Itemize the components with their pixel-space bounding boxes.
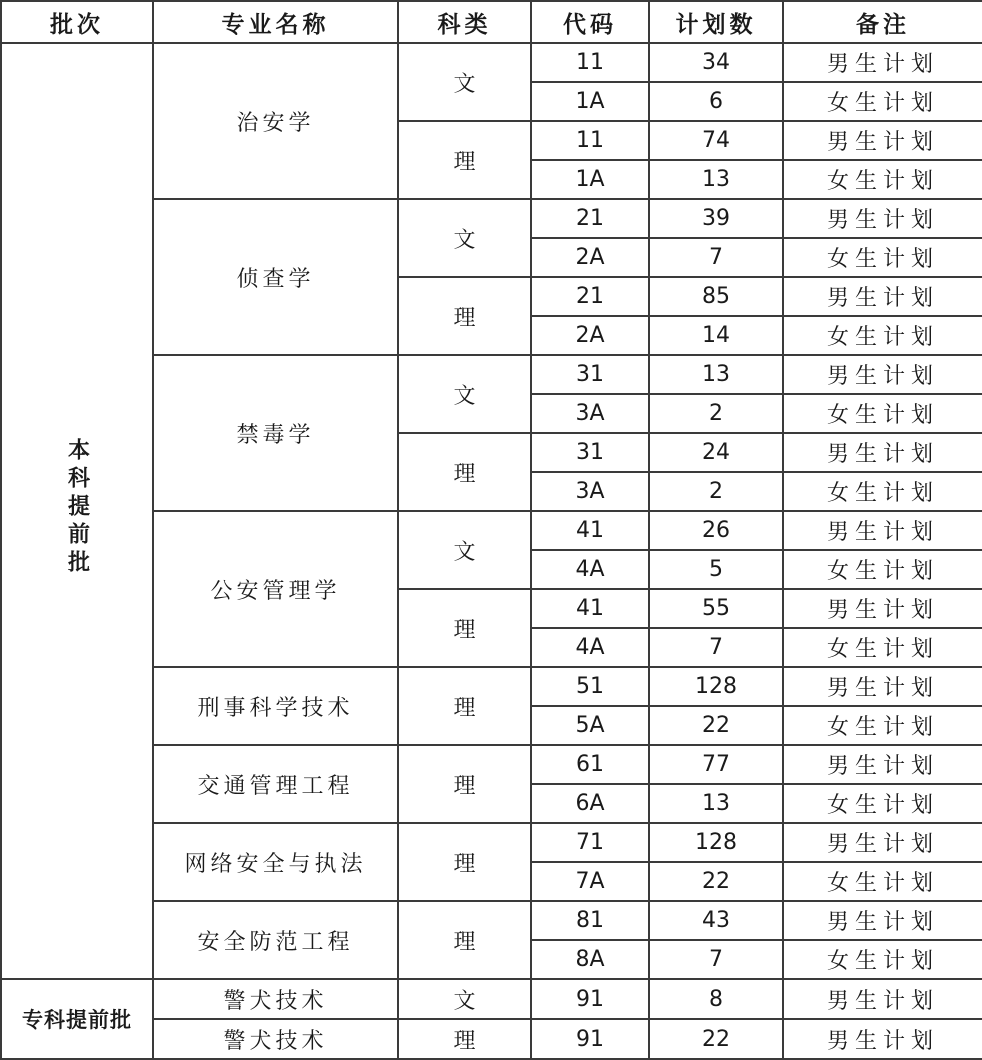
- subject-category: 文: [398, 511, 531, 589]
- header-major: 专业名称: [153, 1, 398, 43]
- plan-count-cell: 8: [649, 979, 783, 1019]
- header-batch: 批次: [1, 1, 153, 43]
- note-cell: 男生计划: [783, 121, 982, 160]
- note-cell: 男生计划: [783, 43, 982, 82]
- major-name: 安全防范工程: [153, 901, 398, 979]
- header-row: [1, 1, 982, 43]
- note-cell: 男生计划: [783, 511, 982, 550]
- note-cell: 女生计划: [783, 862, 982, 901]
- header-category: 科类: [398, 1, 531, 43]
- subject-category: 理: [398, 277, 531, 355]
- batch-name: 本科提前批: [64, 438, 90, 578]
- plan-count-cell: 13: [649, 160, 783, 199]
- plan-count-cell: 2: [649, 394, 783, 433]
- code-cell: 11: [531, 43, 649, 82]
- code-cell: 2A: [531, 316, 649, 355]
- code-cell: 31: [531, 355, 649, 394]
- code-cell: 21: [531, 277, 649, 316]
- major-name: 网络安全与执法: [153, 823, 398, 901]
- plan-count-cell: 39: [649, 199, 783, 238]
- major-name: 公安管理学: [153, 511, 398, 667]
- plan-count-cell: 7: [649, 238, 783, 277]
- subject-category: 文: [398, 43, 531, 121]
- plan-count-cell: 34: [649, 43, 783, 82]
- major-name: 治安学: [153, 43, 398, 199]
- code-cell: 1A: [531, 160, 649, 199]
- note-cell: 女生计划: [783, 316, 982, 355]
- plan-count-cell: 128: [649, 823, 783, 862]
- note-cell: 女生计划: [783, 550, 982, 589]
- plan-count-cell: 7: [649, 628, 783, 667]
- plan-count-cell: 7: [649, 940, 783, 979]
- plan-count-cell: 13: [649, 784, 783, 823]
- plan-count-cell: 22: [649, 1019, 783, 1059]
- subject-category: 文: [398, 355, 531, 433]
- major-name: 警犬技术: [153, 979, 398, 1019]
- code-cell: 5A: [531, 706, 649, 745]
- plan-count-cell: 43: [649, 901, 783, 940]
- subject-category: 文: [398, 199, 531, 277]
- code-cell: 91: [531, 979, 649, 1019]
- plan-count-cell: 85: [649, 277, 783, 316]
- table-row: [1, 43, 982, 82]
- plan-count-cell: 74: [649, 121, 783, 160]
- note-cell: 女生计划: [783, 940, 982, 979]
- plan-count-cell: 55: [649, 589, 783, 628]
- note-cell: 男生计划: [783, 277, 982, 316]
- code-cell: 51: [531, 667, 649, 706]
- plan-count-cell: 22: [649, 706, 783, 745]
- header-plan-count: 计划数: [649, 1, 783, 43]
- code-cell: 41: [531, 511, 649, 550]
- major-name: 禁毒学: [153, 355, 398, 511]
- code-cell: 7A: [531, 862, 649, 901]
- plan-count-cell: 5: [649, 550, 783, 589]
- plan-count-cell: 14: [649, 316, 783, 355]
- note-cell: 男生计划: [783, 901, 982, 940]
- note-cell: 女生计划: [783, 394, 982, 433]
- subject-category: 理: [398, 901, 531, 979]
- code-cell: 61: [531, 745, 649, 784]
- header-note: 备注: [783, 1, 982, 43]
- plan-count-cell: 24: [649, 433, 783, 472]
- note-cell: 男生计划: [783, 745, 982, 784]
- major-name: 侦查学: [153, 199, 398, 355]
- code-cell: 1A: [531, 82, 649, 121]
- subject-category: 理: [398, 667, 531, 745]
- header-code: 代码: [531, 1, 649, 43]
- note-cell: 男生计划: [783, 355, 982, 394]
- note-cell: 女生计划: [783, 628, 982, 667]
- subject-category: 文: [398, 979, 531, 1019]
- plan-count-cell: 26: [649, 511, 783, 550]
- code-cell: 91: [531, 1019, 649, 1059]
- code-cell: 41: [531, 589, 649, 628]
- code-cell: 6A: [531, 784, 649, 823]
- note-cell: 女生计划: [783, 82, 982, 121]
- note-cell: 男生计划: [783, 433, 982, 472]
- code-cell: 81: [531, 901, 649, 940]
- note-cell: 男生计划: [783, 199, 982, 238]
- note-cell: 男生计划: [783, 979, 982, 1019]
- subject-category: 理: [398, 589, 531, 667]
- code-cell: 3A: [531, 394, 649, 433]
- major-name: 交通管理工程: [153, 745, 398, 823]
- code-cell: 8A: [531, 940, 649, 979]
- code-cell: 31: [531, 433, 649, 472]
- code-cell: 4A: [531, 628, 649, 667]
- code-cell: 11: [531, 121, 649, 160]
- subject-category: 理: [398, 121, 531, 199]
- code-cell: 71: [531, 823, 649, 862]
- code-cell: 4A: [531, 550, 649, 589]
- note-cell: 男生计划: [783, 1019, 982, 1059]
- note-cell: 女生计划: [783, 706, 982, 745]
- note-cell: 男生计划: [783, 823, 982, 862]
- major-name: 刑事科学技术: [153, 667, 398, 745]
- subject-category: 理: [398, 745, 531, 823]
- plan-count-cell: 13: [649, 355, 783, 394]
- note-cell: 男生计划: [783, 667, 982, 706]
- batch-name: 专科提前批: [22, 1008, 132, 1032]
- plan-count-cell: 128: [649, 667, 783, 706]
- plan-count-cell: 6: [649, 82, 783, 121]
- batch-cell: [1, 43, 153, 979]
- note-cell: 男生计划: [783, 589, 982, 628]
- note-cell: 女生计划: [783, 784, 982, 823]
- plan-count-cell: 77: [649, 745, 783, 784]
- plan-count-cell: 22: [649, 862, 783, 901]
- code-cell: 21: [531, 199, 649, 238]
- subject-category: 理: [398, 433, 531, 511]
- note-cell: 女生计划: [783, 238, 982, 277]
- plan-count-cell: 2: [649, 472, 783, 511]
- table-body: [1, 43, 982, 1059]
- note-cell: 女生计划: [783, 472, 982, 511]
- table-row: [1, 979, 982, 1019]
- code-cell: 3A: [531, 472, 649, 511]
- subject-category: 理: [398, 823, 531, 901]
- code-cell: 2A: [531, 238, 649, 277]
- subject-category: 理: [398, 1019, 531, 1059]
- major-name: 警犬技术: [153, 1019, 398, 1059]
- batch-cell: [1, 979, 153, 1059]
- note-cell: 女生计划: [783, 160, 982, 199]
